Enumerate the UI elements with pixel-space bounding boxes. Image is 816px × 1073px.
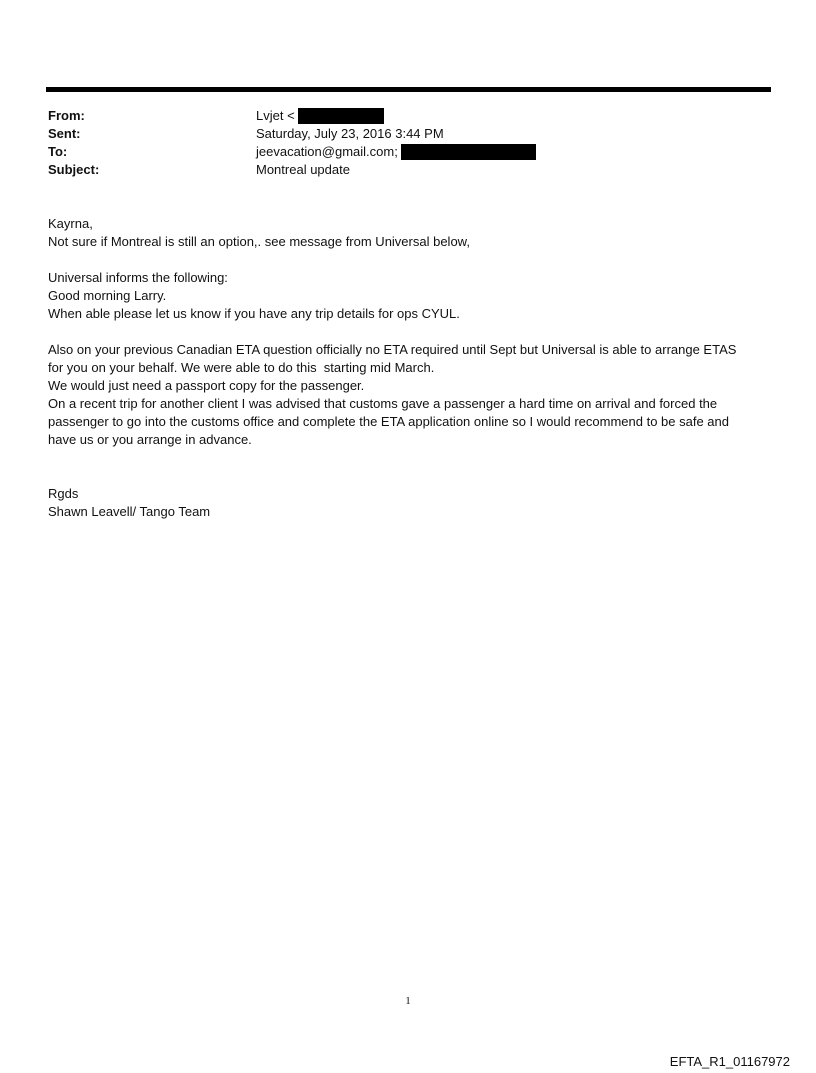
sent-label: Sent:	[48, 126, 81, 141]
from-sender: Lvjet <	[256, 108, 295, 123]
body-line: Universal informs the following:	[48, 270, 228, 285]
email-header	[48, 107, 536, 179]
body-line: On a recent trip for another client I was advised that customs gave a passenger a hard time on arrival and forced the	[48, 396, 718, 411]
email-body	[48, 215, 768, 539]
subject-label: Subject:	[48, 162, 100, 177]
body-line: Good morning Larry.	[48, 288, 167, 303]
intro-paragraph	[48, 215, 768, 251]
sent-value: Saturday, July 23, 2016 3:44 PM	[256, 126, 444, 141]
universal-paragraph	[48, 269, 768, 323]
sent-row	[48, 125, 536, 143]
body-line: have us or you arrange in advance.	[48, 432, 252, 447]
eta-paragraph	[48, 341, 768, 449]
redaction-box	[298, 108, 384, 124]
greeting: Kayrna,	[48, 216, 93, 231]
body-line: Also on your previous Canadian ETA question officially no ETA required until Sept but Universal is able to arrange ETAS	[48, 342, 737, 357]
from-row	[48, 107, 536, 125]
subject-row	[48, 161, 536, 179]
from-value	[256, 107, 384, 125]
to-label: To:	[48, 144, 68, 159]
body-line: for you on your behalf. We were able to do this starting mid March.	[48, 360, 435, 375]
body-line: When able please let us know if you have any trip details for ops CYUL.	[48, 306, 460, 321]
signature-name: Shawn Leavell/ Tango Team	[48, 504, 211, 519]
document-id: EFTA_R1_01167972	[669, 1054, 790, 1069]
subject-value: Montreal update	[256, 162, 350, 177]
intro-line: Not sure if Montreal is still an option,. see message from Universal below,	[48, 234, 470, 249]
signature	[48, 485, 768, 521]
body-line: passenger to go into the customs office and complete the ETA application online so I would recommend to be safe and	[48, 414, 729, 429]
redaction-box	[401, 144, 536, 160]
header-rule	[46, 87, 771, 92]
signoff: Rgds	[48, 486, 79, 501]
from-label: From:	[48, 108, 85, 123]
to-value	[256, 143, 536, 161]
to-recipient: jeevacation@gmail.com;	[256, 144, 398, 159]
to-row	[48, 143, 536, 161]
page-number: 1	[405, 995, 411, 1007]
body-line: We would just need a passport copy for the passenger.	[48, 378, 365, 393]
